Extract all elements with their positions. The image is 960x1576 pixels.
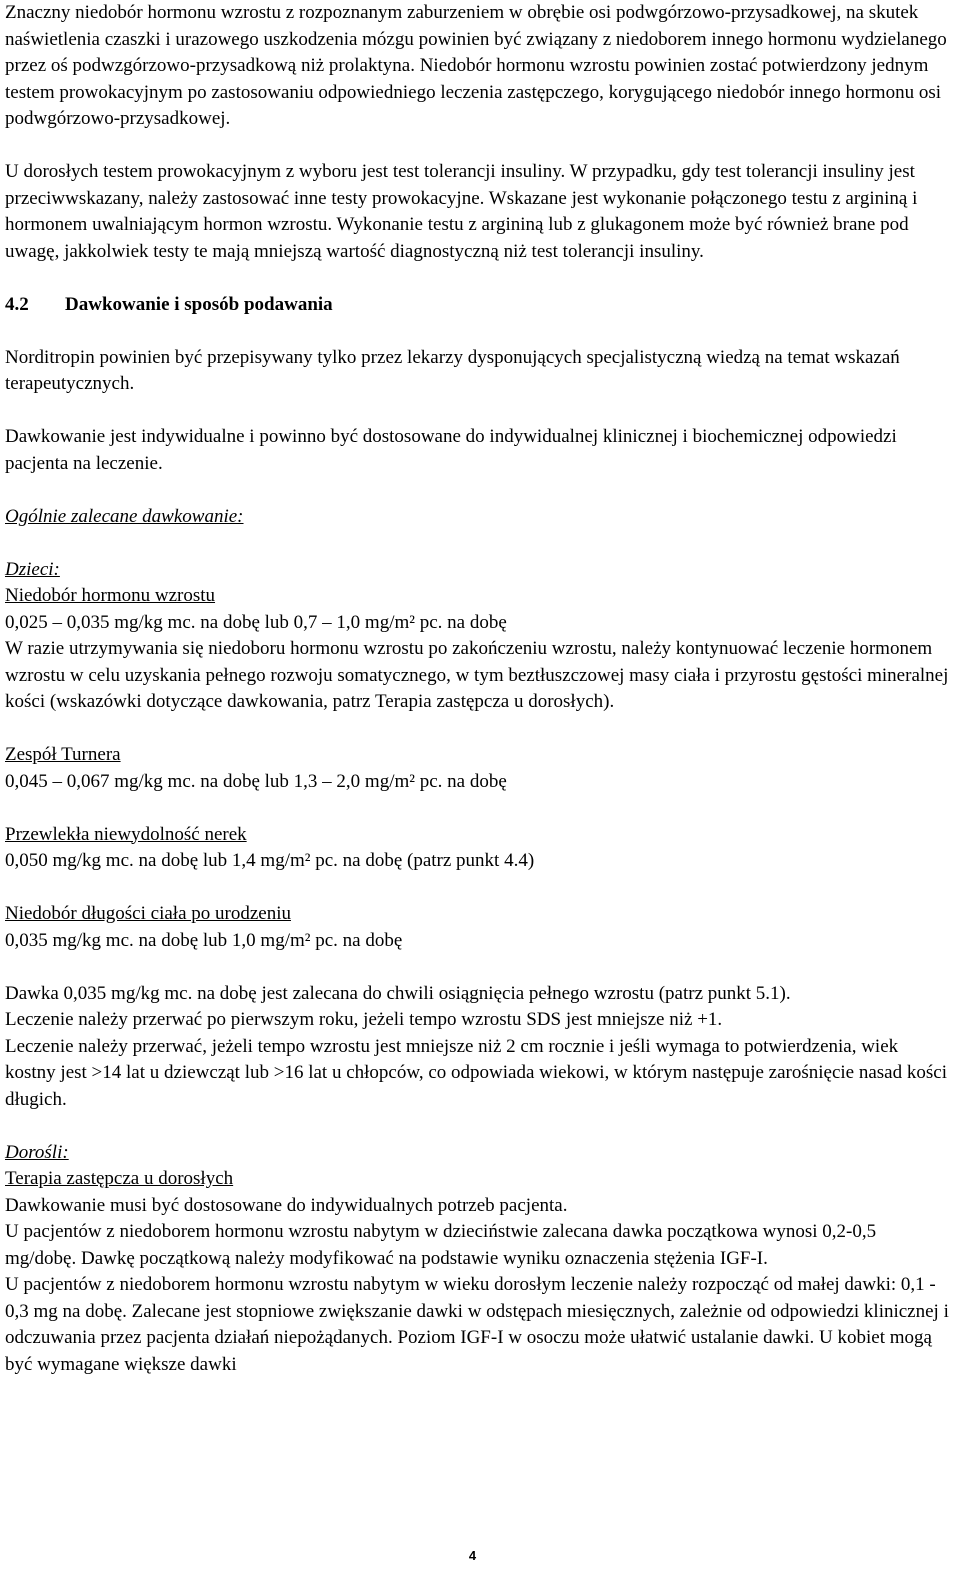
- body-paragraph: Dawkowanie jest indywidualne i powinno być dostosowane do indywidualnej klinicznej i biochemicznej odpowiedzi pacjenta na leczenie.: [5, 426, 897, 474]
- body-paragraph: Leczenie należy przerwać, jeżeli tempo wzrostu jest mniejsze niż 2 cm rocznie i jeśli wymaga to potwierdzenia, wiek kostny jest >14 lat u dziewcząt lub >16 lat u chłopców, co odpowiada wiekowi, w którym następuje zarośnięcie nasad kości długich.: [5, 1035, 947, 1110]
- paragraph-spacer: [5, 716, 950, 743]
- paragraph-spacer: [5, 530, 950, 557]
- paragraph-spacer: [5, 1113, 950, 1140]
- paragraph-spacer: [5, 318, 950, 345]
- subheading: Zespół Turnera: [5, 744, 121, 765]
- body-paragraph: U dorosłych testem prowokacyjnym z wyboru jest test tolerancji insuliny. W przypadku, gdy test tolerancji insuliny jest przeciwwskazany, należy zastosować inne testy prowokacyjne. Wskazane jest wykonanie połączonego testu z argininą i hormonem uwalniającym hormon wzrostu. Wykonanie testu z argininą lub z glukagonem może być również brane pod uwagę, jakkolwiek testy te mają mniejszą wartość diagnostyczną niż test tolerancji insuliny.: [5, 161, 918, 262]
- body-paragraph: Dawkowanie musi być dostosowane do indywidualnych potrzeb pacjenta.: [5, 1194, 568, 1216]
- body-paragraph: Dawka 0,035 mg/kg mc. na dobę jest zalecana do chwili osiągnięcia pełnego wzrostu (patrz punkt 5.1).: [5, 982, 791, 1004]
- body-paragraph: Znaczny niedobór hormonu wzrostu z rozpoznanym zaburzeniem w obrębie osi podwgórzowo-przysadkowej, na skutek naświetlenia czaszki i urazowego uszkodzenia mózgu powinien być związany z niedoborem innego hormonu wydzielanego przez oś podwzgórzowo-przysadkową niż prolaktyna. Niedobór hormonu wzrostu powinien zostać potwierdzony jednym testem prowokacyjnym po zastosowaniu odpowiedniego leczenia zastępczego, korygującego niedobór innego hormonu osi podwgórzowo-przysadkowej.: [5, 2, 947, 129]
- paragraph-spacer: [5, 477, 950, 504]
- subsection-label: Dzieci:: [5, 558, 60, 580]
- subheading: Niedobór hormonu wzrostu: [5, 585, 216, 606]
- subheading: Terapia zastępcza u dorosłych: [5, 1168, 234, 1189]
- page-number: 4: [468, 1548, 477, 1563]
- subsection-label: Ogólnie zalecane dawkowanie:: [5, 505, 244, 527]
- section-number: 4.2: [5, 293, 29, 315]
- paragraph-spacer: [5, 795, 950, 822]
- paragraph-spacer: [5, 954, 950, 981]
- subsection-label: Dorośli:: [5, 1141, 69, 1163]
- body-paragraph: 0,045 – 0,067 mg/kg mc. na dobę lub 1,3 – 2,0 mg/m² pc. na dobę: [5, 770, 507, 792]
- body-paragraph: 0,035 mg/kg mc. na dobę lub 1,0 mg/m² pc. na dobę: [5, 929, 403, 951]
- subheading: Przewlekła niewydolność nerek: [5, 823, 247, 845]
- paragraph-spacer: [5, 875, 950, 902]
- document-page: [5, 0, 950, 1378]
- section-heading: [5, 292, 950, 319]
- body-paragraph: 0,050 mg/kg mc. na dobę lub 1,4 mg/m² pc. na dobę (patrz punkt 4.4): [5, 850, 535, 871]
- body-paragraph: Leczenie należy przerwać po pierwszym roku, jeżeli tempo wzrostu SDS jest mniejsze niż +1.: [5, 1009, 723, 1030]
- body-paragraph: U pacjentów z niedoborem hormonu wzrostu nabytym w wieku dorosłym leczenie należy rozpocząć od małej dawki: 0,1 - 0,3 mg na dobę. Zalecane jest stopniowe zwiększanie dawki w odstępach miesięcznych, zależnie od odpowiedzi klinicznej i odczuwania przez pacjenta działań niepożądanych. Poziom IGF-I w osoczu może ułatwić ustalanie dawki. U kobiet mogą być wymagane większe dawki: [5, 1274, 949, 1375]
- paragraph-spacer: [5, 398, 950, 425]
- body-paragraph: U pacjentów z niedoborem hormonu wzrostu nabytym w dzieciństwie zalecana dawka początkowa wynosi 0,2-0,5 mg/dobę. Dawkę początkową należy modyfikować na podstawie wyniku oznaczenia stężenia IGF-I.: [5, 1221, 877, 1269]
- paragraph-spacer: [5, 265, 950, 292]
- section-title: Dawkowanie i sposób podawania: [65, 293, 333, 315]
- body-paragraph: W razie utrzymywania się niedoboru hormonu wzrostu po zakończeniu wzrostu, należy kontynuować leczenie hormonem wzrostu w celu uzyskania pełnego rozwoju somatycznego, w tym beztłuszczowej masy ciała i przyrostu gęstości mineralnej kości (wskazówki dotyczące dawkowania, patrz Terapia zastępcza u dorosłych).: [5, 638, 949, 712]
- body-paragraph: Norditropin powinien być przepisywany tylko przez lekarzy dysponujących specjalistyczną wiedzą na temat wskazań terapeutycznych.: [5, 346, 900, 394]
- subheading: Niedobór długości ciała po urodzeniu: [5, 903, 291, 924]
- body-paragraph: 0,025 – 0,035 mg/kg mc. na dobę lub 0,7 – 1,0 mg/m² pc. na dobę: [5, 611, 507, 633]
- paragraph-spacer: [5, 133, 950, 160]
